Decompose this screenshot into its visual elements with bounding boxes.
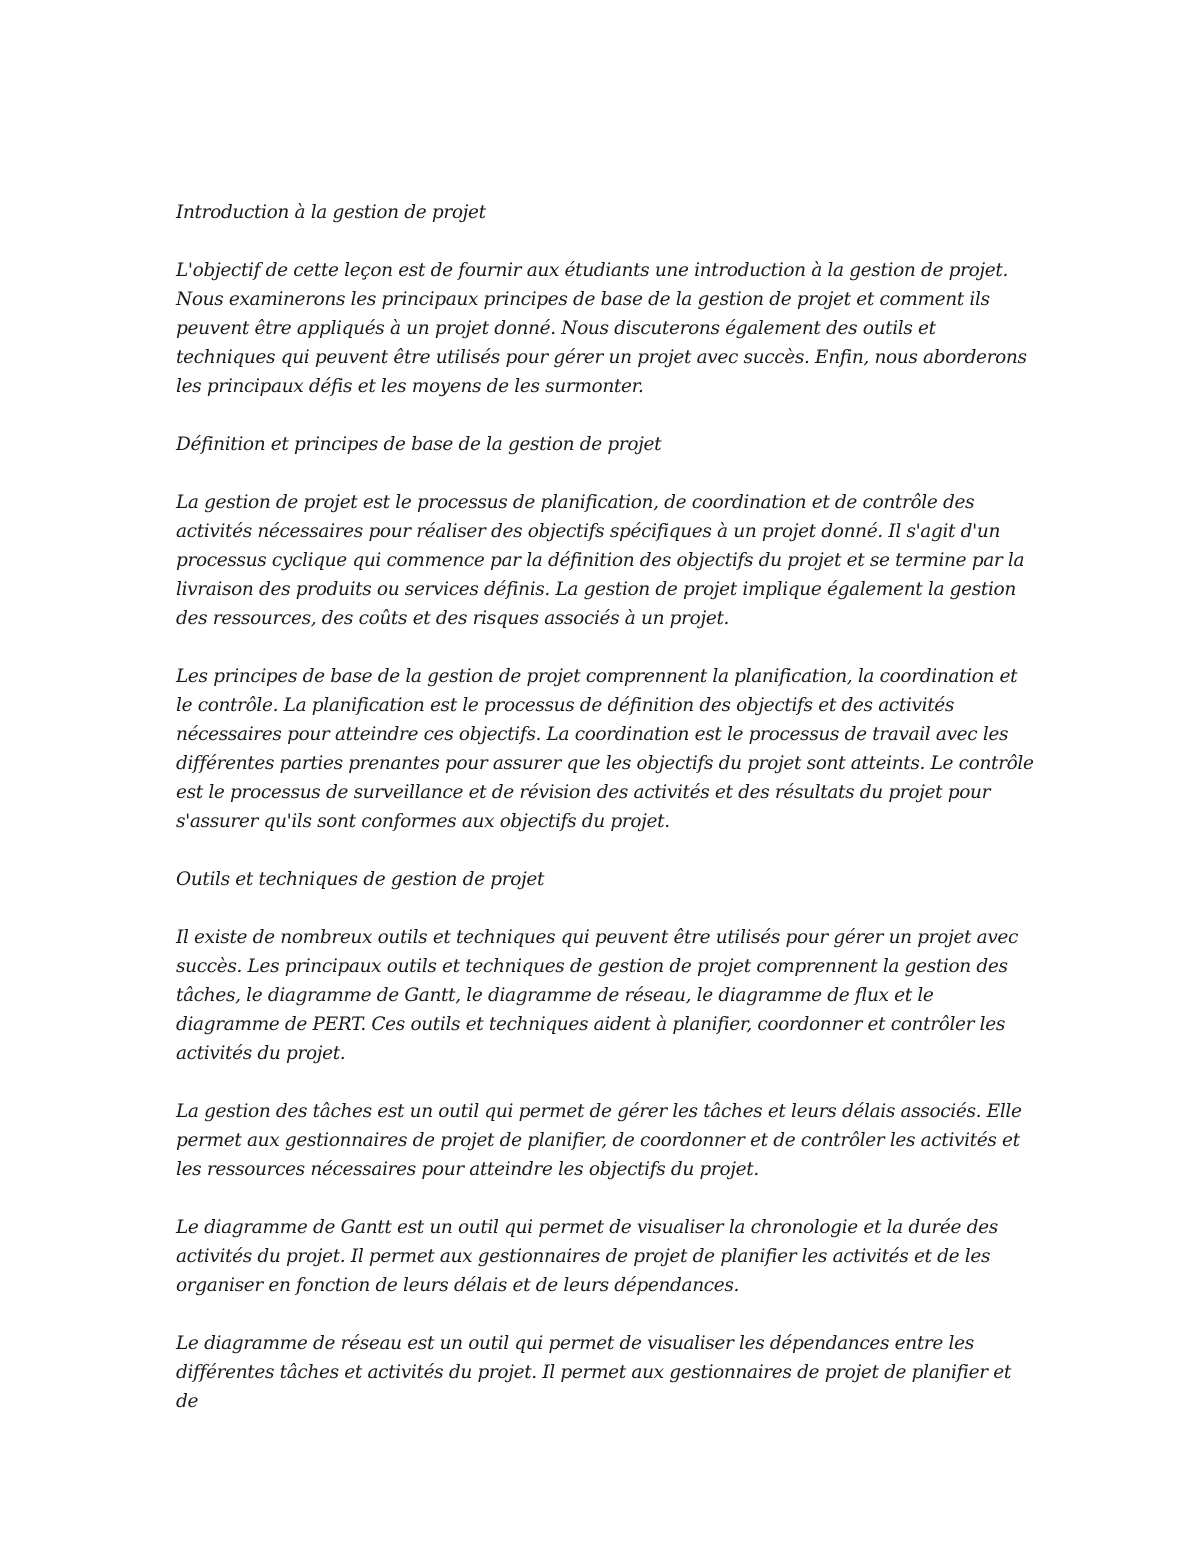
section-heading-tools: Outils et techniques de gestion de projet <box>176 869 545 890</box>
tools-paragraph: Il existe de nombreux outils et techniques qui peuvent être utilisés pour gérer un projet avec succès. Les principaux outils et techniques de gestion de projet comprennent la gestion des tâches, le diagramme de Gantt, le diagramme de réseau, le diagramme de flux et le diagramme de PERT. Ces outils et techniques aident à planifier, coordonner et contrôler les activités du projet. <box>176 927 1019 1064</box>
intro-paragraph: L'objectif de cette leçon est de fournir aux étudiants une introduction à la gestion de projet. Nous examinerons les principaux principes de base de la gestion de projet et comment ils peuvent être appliqués à un projet donné. Nous discuterons également des outils et techniques qui peuvent être utilisés pour gérer un projet avec succès. Enfin, nous aborderons les principaux défis et les moyens de les surmonter. <box>176 260 1027 397</box>
network-diagram-paragraph: Le diagramme de réseau est un outil qui permet de visualiser les dépendances entre les différentes tâches et activités du projet. Il permet aux gestionnaires de projet de planifier et de <box>176 1333 1011 1412</box>
definition-paragraph: La gestion de projet est le processus de planification, de coordination et de contrôle des activités nécessaires pour réaliser des objectifs spécifiques à un projet donné. Il s'agit d'un processus cyclique qui commence par la définition des objectifs du projet et se termine par la livraison des produits ou services définis. La gestion de projet implique également la gestion des ressources, des coûts et des risques associés à un projet. <box>176 492 1025 629</box>
section-heading-definition: Définition et principes de base de la gestion de projet <box>176 434 662 455</box>
task-management-paragraph: La gestion des tâches est un outil qui permet de gérer les tâches et leurs délais associés. Elle permet aux gestionnaires de projet de planifier, de coordonner et de contrôler les activités et les ressources nécessaires pour atteindre les objectifs du projet. <box>176 1101 1022 1180</box>
document-title: Introduction à la gestion de projet <box>176 202 486 223</box>
gantt-paragraph: Le diagramme de Gantt est un outil qui permet de visualiser la chronologie et la durée des activités du projet. Il permet aux gestionnaires de projet de planifier les activités et de les organiser en fonction de leurs délais et de leurs dépendances. <box>176 1217 998 1296</box>
document-body <box>176 198 1036 1445</box>
principles-paragraph: Les principes de base de la gestion de projet comprennent la planification, la coordination et le contrôle. La planification est le processus de définition des objectifs et des activités nécessaires pour atteindre ces objectifs. La coordination est le processus de travail avec les différentes parties prenantes pour assurer que les objectifs du projet sont atteints. Le contrôle est le processus de surveillance et de révision des activités et des résultats du projet pour s'assurer qu'ils sont conformes aux objectifs du projet. <box>176 666 1034 832</box>
